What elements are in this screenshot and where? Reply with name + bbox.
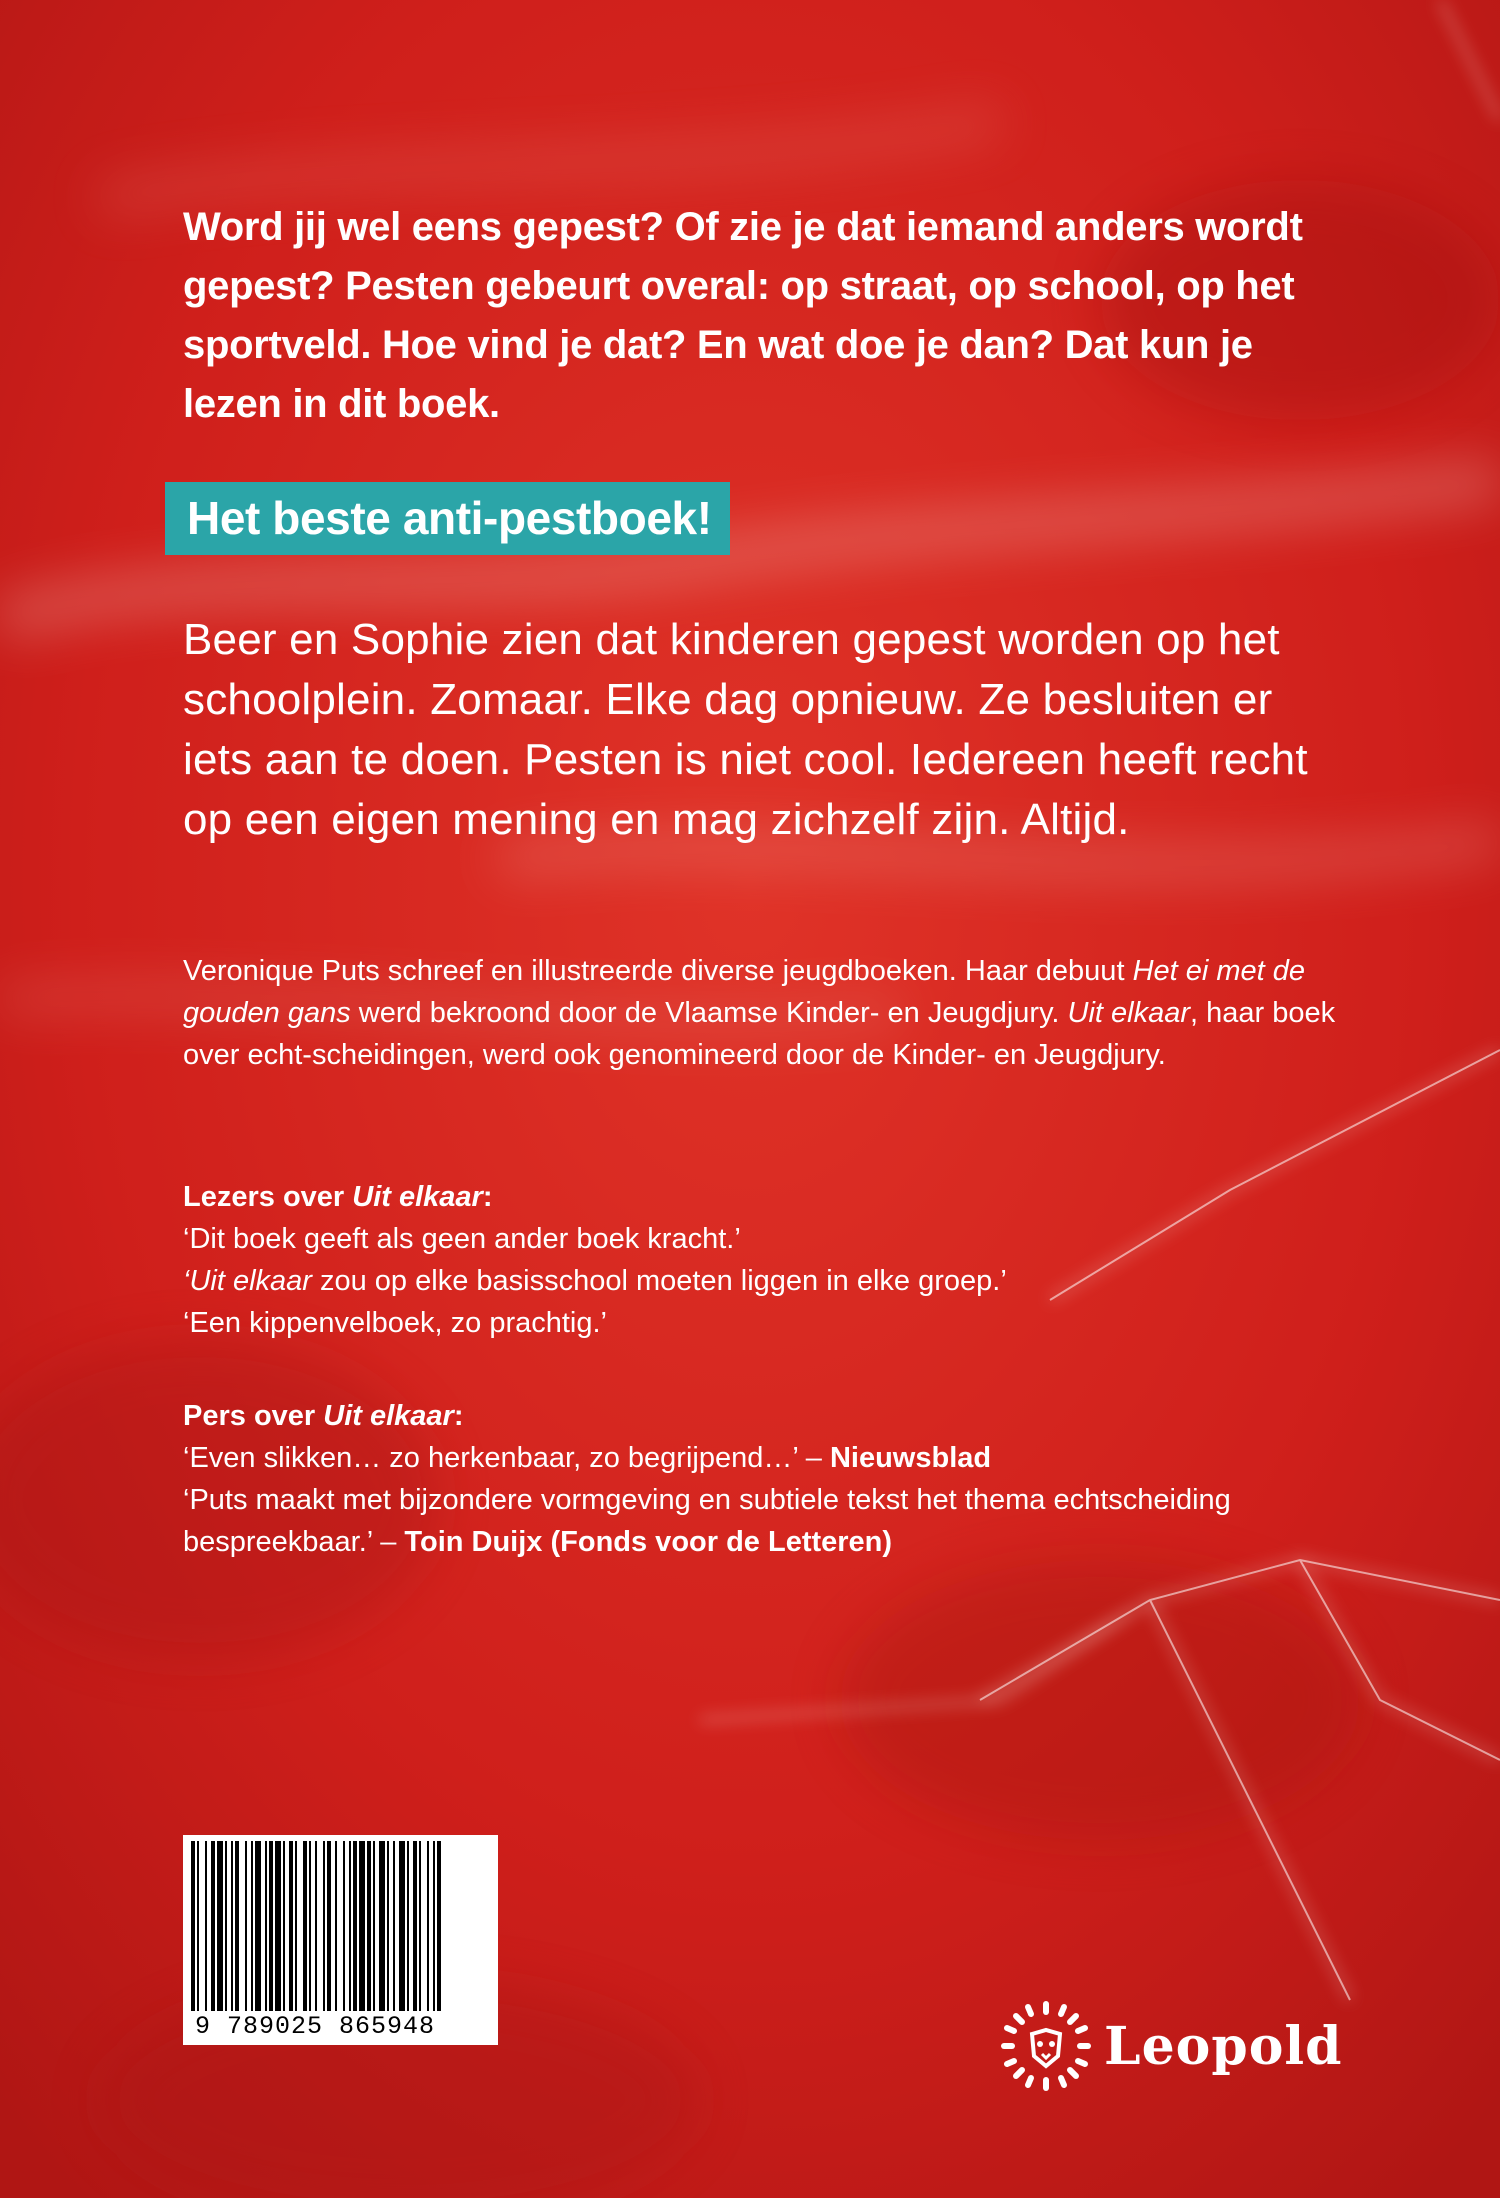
barcode-bar bbox=[205, 1841, 207, 2011]
barcode-bar bbox=[437, 1841, 441, 2011]
barcode-bar bbox=[235, 1841, 239, 2011]
barcode-bar bbox=[359, 1841, 365, 2011]
author-bio-text: werd bekroond door de Vlaamse Kinder- en Jeugdjury. bbox=[350, 997, 1068, 1029]
barcode-bar bbox=[225, 1841, 227, 2011]
tagline-banner: Het beste anti-pestboek! bbox=[165, 482, 730, 555]
barcode-bar bbox=[323, 1841, 325, 2011]
barcode-bar bbox=[379, 1841, 385, 2011]
barcode-bar bbox=[289, 1841, 293, 2011]
heading-title: Uit elkaar bbox=[352, 1181, 483, 1213]
reader-reviews bbox=[183, 1176, 1343, 1344]
barcode-bar bbox=[349, 1841, 351, 2011]
quote-text: zou op elke basisschool moeten liggen in elke groep.’ bbox=[311, 1265, 1007, 1297]
barcode-bar bbox=[283, 1841, 285, 2011]
isbn-number: 9 789025 865948 bbox=[191, 2012, 439, 2041]
quote-text: ‘Puts maakt met bijzondere vormgeving en subtiele tekst het thema echtscheiding bespreekbaar.’ – bbox=[183, 1484, 1231, 1558]
barcode-bar bbox=[433, 1841, 435, 2011]
barcode-bar bbox=[251, 1841, 253, 2011]
barcode-bar bbox=[217, 1841, 223, 2011]
quote-text: ‘Even slikken… zo herkenbaar, zo begrijpend…’ – bbox=[183, 1442, 830, 1474]
isbn-barcode bbox=[183, 1835, 498, 2045]
barcode-bar bbox=[373, 1841, 375, 2011]
publisher-logo bbox=[1000, 2000, 1343, 2092]
press-quote bbox=[183, 1479, 1343, 1563]
reader-quote bbox=[183, 1260, 1343, 1302]
barcode-bar bbox=[303, 1841, 307, 2011]
barcode-bar bbox=[343, 1841, 345, 2011]
barcode-bar bbox=[387, 1841, 389, 2011]
barcode-bar bbox=[335, 1841, 337, 2011]
heading-prefix: Pers over bbox=[183, 1400, 324, 1432]
barcode-bar bbox=[427, 1841, 429, 2011]
barcode-bar bbox=[245, 1841, 247, 2011]
barcode-bar bbox=[255, 1841, 261, 2011]
author-bio-text: , haar boek over echt-scheidingen, werd ook genomineerd door de Kinder- en Jeugdjury. bbox=[183, 997, 1336, 1071]
heading-suffix: : bbox=[453, 1400, 464, 1432]
heading-prefix: Lezers over bbox=[183, 1181, 353, 1213]
publisher-name: Leopold bbox=[1104, 2015, 1343, 2077]
barcode-bar bbox=[211, 1841, 215, 2011]
barcode-bar bbox=[295, 1841, 297, 2011]
book-title: Het ei met de gouden gans bbox=[183, 955, 1306, 1029]
book-title: Uit elkaar bbox=[1067, 997, 1191, 1029]
barcode-bar bbox=[413, 1841, 417, 2011]
author-bio bbox=[183, 950, 1343, 1076]
barcode-bar bbox=[327, 1841, 331, 2011]
reader-reviews-heading bbox=[183, 1176, 1343, 1218]
barcode-bar bbox=[367, 1841, 371, 2011]
barcode-bar bbox=[197, 1841, 199, 2011]
quote-source: Toin Duijx (Fonds voor de Letteren) bbox=[404, 1526, 893, 1558]
barcode-bar bbox=[191, 1841, 195, 2011]
barcode-bar bbox=[269, 1841, 273, 2011]
press-reviews-heading bbox=[183, 1395, 1343, 1437]
author-bio-text: Veronique Puts schreef en illustreerde diverse jeugdboeken. Haar debuut bbox=[183, 955, 1133, 987]
press-quote bbox=[183, 1437, 1343, 1479]
lion-logo-icon bbox=[1000, 2000, 1092, 2092]
barcode-bar bbox=[231, 1841, 233, 2011]
barcode-bar bbox=[393, 1841, 395, 2011]
quote-source: Nieuwsblad bbox=[829, 1442, 992, 1474]
reader-quote: ‘Dit boek geeft als geen ander boek kracht.’ bbox=[183, 1223, 741, 1255]
reader-quote: ‘Een kippenvelboek, zo prachtig.’ bbox=[183, 1307, 607, 1339]
story-summary: Beer en Sophie zien dat kinderen gepest worden op het schoolplein. Zomaar. Elke dag opnieuw. Ze besluiten er iets aan te doen. Pesten is niet cool. Iedereen heeft recht op een eigen mening en mag zichzelf zijn. Altijd. bbox=[183, 615, 1308, 844]
press-reviews bbox=[183, 1395, 1343, 1563]
barcode-bar bbox=[309, 1841, 311, 2011]
barcode-bar bbox=[265, 1841, 267, 2011]
barcode-bar bbox=[399, 1841, 405, 2011]
barcode-bar bbox=[275, 1841, 281, 2011]
heading-suffix: : bbox=[482, 1181, 493, 1213]
barcode-bar bbox=[407, 1841, 409, 2011]
heading-title: Uit elkaar bbox=[323, 1400, 454, 1432]
barcode-bar bbox=[419, 1841, 421, 2011]
quote-title: ‘Uit elkaar bbox=[183, 1265, 312, 1297]
barcode-bar bbox=[315, 1841, 317, 2011]
intro-paragraph: Word jij wel eens gepest? Of zie je dat iemand anders wordt gepest? Pesten gebeurt overal: op straat, op school, op het sportveld. Hoe vind je dat? En wat doe je dan? Dat kun je lezen in dit boek. bbox=[183, 205, 1303, 426]
barcode-bar bbox=[353, 1841, 357, 2011]
